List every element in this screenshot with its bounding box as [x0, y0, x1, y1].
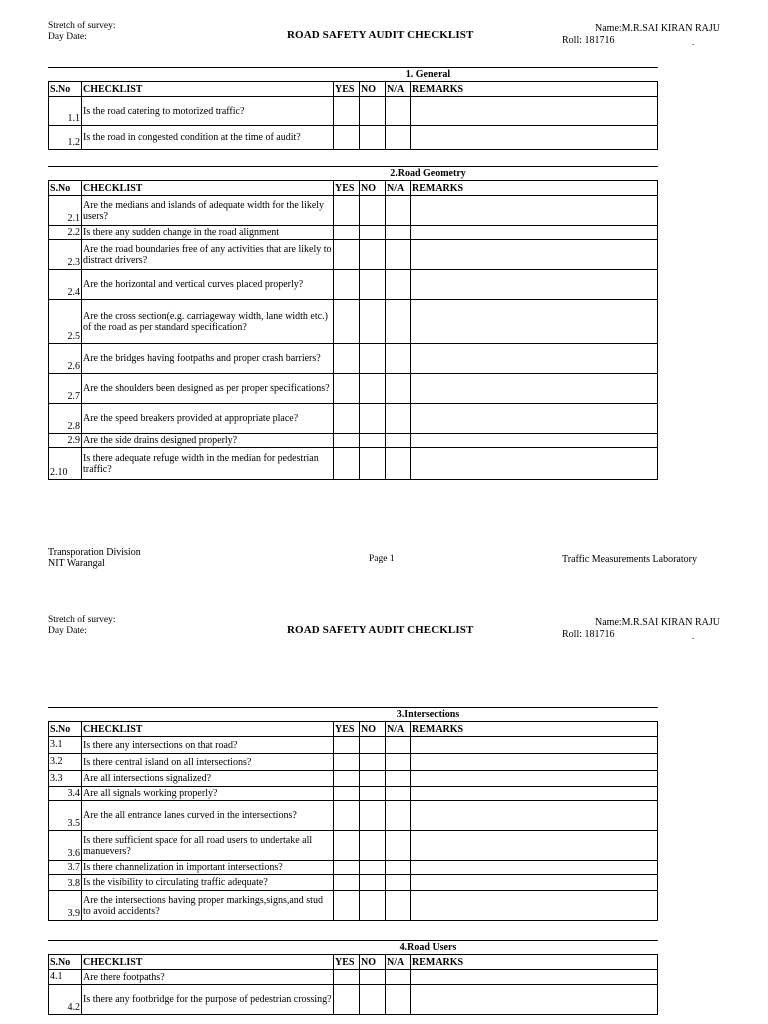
table-row	[49, 97, 658, 126]
header-dot: .	[692, 37, 695, 47]
yes-cell[interactable]	[334, 861, 360, 875]
row-sno: 3.4	[49, 787, 82, 801]
col-remarks: REMARKS	[411, 181, 658, 196]
na-cell[interactable]	[386, 831, 411, 861]
stretch-of-survey-label: Stretch of survey:	[48, 615, 116, 625]
no-cell[interactable]	[360, 270, 386, 300]
checklist-table	[48, 954, 658, 1015]
row-question: Is there any sudden change in the road alignment	[82, 226, 334, 240]
no-cell[interactable]	[360, 771, 386, 787]
row-sno: 2.8	[49, 404, 82, 434]
table-row	[49, 240, 658, 270]
row-sno: 2.1	[49, 196, 82, 226]
table-row	[49, 801, 658, 831]
no-cell[interactable]	[360, 754, 386, 771]
row-sno: 3.9	[49, 891, 82, 921]
row-sno: 3.6	[49, 831, 82, 861]
table-row	[49, 754, 658, 771]
table-row	[49, 861, 658, 875]
remarks-cell[interactable]	[411, 240, 658, 270]
row-question: Is there central island on all intersections?	[82, 754, 334, 771]
no-cell[interactable]	[360, 861, 386, 875]
na-cell[interactable]	[386, 126, 411, 150]
remarks-cell[interactable]	[411, 448, 658, 480]
row-sno: 3.2	[49, 754, 82, 771]
stretch-of-survey-label: Stretch of survey:	[48, 21, 116, 31]
remarks-cell[interactable]	[411, 404, 658, 434]
col-checklist: CHECKLIST	[82, 82, 334, 97]
row-question: Are the cross section(e.g. carriageway width, lane width etc.) of the road as per standard specification?	[82, 300, 334, 344]
table-header-row	[49, 955, 658, 970]
table-row	[49, 787, 658, 801]
roll-line: Roll: 181716	[562, 629, 615, 640]
col-sno: S.No	[49, 181, 82, 196]
row-question: Are all signals working properly?	[82, 787, 334, 801]
table-row	[49, 196, 658, 226]
yes-cell[interactable]	[334, 434, 360, 448]
yes-cell[interactable]	[334, 196, 360, 226]
no-cell[interactable]	[360, 801, 386, 831]
remarks-cell[interactable]	[411, 196, 658, 226]
na-cell[interactable]	[386, 985, 411, 1015]
section-intersections	[48, 707, 658, 921]
col-sno: S.No	[49, 722, 82, 737]
col-yes: YES	[334, 181, 360, 196]
table-row	[49, 126, 658, 150]
remarks-cell[interactable]	[411, 737, 658, 754]
page1-title: ROAD SAFETY AUDIT CHECKLIST	[287, 29, 474, 41]
table-header-row	[49, 82, 658, 97]
section-title: 1. General	[405, 69, 451, 80]
na-cell[interactable]	[386, 196, 411, 226]
row-question: Are the road boundaries free of any activities that are likely to distract drivers?	[82, 240, 334, 270]
remarks-cell[interactable]	[411, 831, 658, 861]
yes-cell[interactable]	[334, 787, 360, 801]
col-yes: YES	[334, 955, 360, 970]
na-cell[interactable]	[386, 240, 411, 270]
yes-cell[interactable]	[334, 240, 360, 270]
row-sno: 1.2	[49, 126, 82, 150]
na-cell[interactable]	[386, 970, 411, 985]
col-no: NO	[360, 82, 386, 97]
page1-header-left	[48, 21, 116, 43]
row-question: Are all intersections signalized?	[82, 771, 334, 787]
table-row	[49, 226, 658, 240]
no-cell[interactable]	[360, 226, 386, 240]
table-row	[49, 344, 658, 374]
no-cell[interactable]	[360, 126, 386, 150]
na-cell[interactable]	[386, 787, 411, 801]
yes-cell[interactable]	[334, 97, 360, 126]
row-question: Are the intersections having proper markings,signs,and stud to avoid accidents?	[82, 891, 334, 921]
section-general	[48, 67, 658, 150]
table-row	[49, 434, 658, 448]
row-sno: 2.6	[49, 344, 82, 374]
row-sno: 2.3	[49, 240, 82, 270]
remarks-cell[interactable]	[411, 985, 658, 1015]
row-question: Is the road catering to motorized traffic?	[82, 97, 334, 126]
col-na: N/A	[386, 955, 411, 970]
section-title: 3.Intersections	[396, 709, 460, 720]
day-date-label: Day Date:	[48, 626, 87, 636]
table-row	[49, 891, 658, 921]
row-sno: 4.1	[49, 970, 82, 985]
na-cell[interactable]	[386, 226, 411, 240]
col-yes: YES	[334, 82, 360, 97]
day-date-label: Day Date:	[48, 32, 87, 42]
remarks-cell[interactable]	[411, 754, 658, 771]
remarks-cell[interactable]	[411, 771, 658, 787]
na-cell[interactable]	[386, 270, 411, 300]
yes-cell[interactable]	[334, 737, 360, 754]
section-road-geometry	[48, 166, 658, 480]
row-question: Is there channelization in important intersections?	[82, 861, 334, 875]
row-sno: 2.7	[49, 374, 82, 404]
col-no: NO	[360, 181, 386, 196]
table-row	[49, 970, 658, 985]
yes-cell[interactable]	[334, 754, 360, 771]
remarks-cell[interactable]	[411, 875, 658, 891]
yes-cell[interactable]	[334, 404, 360, 434]
name-line: Name:M.R.SAI KIRAN RAJU	[595, 617, 720, 628]
col-checklist: CHECKLIST	[82, 181, 334, 196]
yes-cell[interactable]	[334, 970, 360, 985]
table-row	[49, 771, 658, 787]
no-cell[interactable]	[360, 737, 386, 754]
remarks-cell[interactable]	[411, 126, 658, 150]
no-cell[interactable]	[360, 985, 386, 1015]
row-sno: 3.3	[49, 771, 82, 787]
yes-cell[interactable]	[334, 126, 360, 150]
checklist-table	[48, 180, 658, 480]
yes-cell[interactable]	[334, 875, 360, 891]
col-checklist: CHECKLIST	[82, 955, 334, 970]
no-cell[interactable]	[360, 448, 386, 480]
no-cell[interactable]	[360, 434, 386, 448]
remarks-cell[interactable]	[411, 226, 658, 240]
row-question: Are the shoulders been designed as per proper specifications?	[82, 374, 334, 404]
na-cell[interactable]	[386, 404, 411, 434]
row-sno: 3.1	[49, 737, 82, 754]
row-question: Are the medians and islands of adequate width for the likely users?	[82, 196, 334, 226]
page2-header-right	[562, 617, 722, 641]
na-cell[interactable]	[386, 875, 411, 891]
roll-line: Roll: 181716	[562, 35, 615, 46]
row-question: Is the road in congested condition at the time of audit?	[82, 126, 334, 150]
na-cell[interactable]	[386, 97, 411, 126]
no-cell[interactable]	[360, 831, 386, 861]
col-checklist: CHECKLIST	[82, 722, 334, 737]
row-sno: 2.9	[49, 434, 82, 448]
row-question: Are the horizontal and vertical curves placed properly?	[82, 270, 334, 300]
remarks-cell[interactable]	[411, 861, 658, 875]
yes-cell[interactable]	[334, 374, 360, 404]
yes-cell[interactable]	[334, 300, 360, 344]
no-cell[interactable]	[360, 300, 386, 344]
col-na: N/A	[386, 722, 411, 737]
col-na: N/A	[386, 181, 411, 196]
checklist-table	[48, 721, 658, 921]
table-row	[49, 985, 658, 1015]
checklist-table	[48, 81, 658, 150]
table-row	[49, 737, 658, 754]
col-sno: S.No	[49, 82, 82, 97]
na-cell[interactable]	[386, 861, 411, 875]
yes-cell[interactable]	[334, 448, 360, 480]
remarks-cell[interactable]	[411, 434, 658, 448]
table-row	[49, 270, 658, 300]
row-sno: 2.10	[49, 448, 82, 480]
table-row	[49, 448, 658, 480]
na-cell[interactable]	[386, 891, 411, 921]
remarks-cell[interactable]	[411, 344, 658, 374]
page1-header-right	[562, 23, 722, 47]
na-cell[interactable]	[386, 801, 411, 831]
footer-page-number: Page 1	[369, 554, 395, 564]
row-question: Is there any intersections on that road?	[82, 737, 334, 754]
row-sno: 2.2	[49, 226, 82, 240]
yes-cell[interactable]	[334, 801, 360, 831]
col-remarks: REMARKS	[411, 82, 658, 97]
na-cell[interactable]	[386, 374, 411, 404]
section-title: 4.Road Users	[399, 942, 457, 953]
yes-cell[interactable]	[334, 891, 360, 921]
no-cell[interactable]	[360, 787, 386, 801]
row-sno: 2.4	[49, 270, 82, 300]
row-question: Are the speed breakers provided at appropriate place?	[82, 404, 334, 434]
yes-cell[interactable]	[334, 771, 360, 787]
table-header-row	[49, 722, 658, 737]
row-sno: 3.8	[49, 875, 82, 891]
na-cell[interactable]	[386, 771, 411, 787]
na-cell[interactable]	[386, 448, 411, 480]
na-cell[interactable]	[386, 300, 411, 344]
row-question: Is there sufficient space for all road users to undertake all manuevers?	[82, 831, 334, 861]
section-title: 2.Road Geometry	[390, 168, 466, 179]
no-cell[interactable]	[360, 97, 386, 126]
no-cell[interactable]	[360, 875, 386, 891]
yes-cell[interactable]	[334, 344, 360, 374]
col-remarks: REMARKS	[411, 955, 658, 970]
footer-institute: NIT Warangal	[48, 558, 105, 569]
na-cell[interactable]	[386, 737, 411, 754]
no-cell[interactable]	[360, 196, 386, 226]
no-cell[interactable]	[360, 344, 386, 374]
table-row	[49, 374, 658, 404]
row-sno: 4.2	[49, 985, 82, 1015]
header-dot: .	[692, 631, 695, 641]
row-question: Are the all entrance lanes curved in the intersections?	[82, 801, 334, 831]
table-row	[49, 875, 658, 891]
col-remarks: REMARKS	[411, 722, 658, 737]
yes-cell[interactable]	[334, 226, 360, 240]
table-row	[49, 300, 658, 344]
yes-cell[interactable]	[334, 270, 360, 300]
footer-left	[48, 547, 141, 569]
table-row	[49, 404, 658, 434]
table-header-row	[49, 181, 658, 196]
col-no: NO	[360, 955, 386, 970]
col-no: NO	[360, 722, 386, 737]
no-cell[interactable]	[360, 404, 386, 434]
row-sno: 3.5	[49, 801, 82, 831]
page2-title: ROAD SAFETY AUDIT CHECKLIST	[287, 624, 474, 636]
remarks-cell[interactable]	[411, 891, 658, 921]
row-question: Is there any footbridge for the purpose of pedestrian crossing?	[82, 985, 334, 1015]
row-sno: 1.1	[49, 97, 82, 126]
na-cell[interactable]	[386, 344, 411, 374]
no-cell[interactable]	[360, 970, 386, 985]
row-question: Is there adequate refuge width in the median for pedestrian traffic?	[82, 448, 334, 480]
no-cell[interactable]	[360, 891, 386, 921]
na-cell[interactable]	[386, 434, 411, 448]
remarks-cell[interactable]	[411, 270, 658, 300]
remarks-cell[interactable]	[411, 787, 658, 801]
row-question: Are there footpaths?	[82, 970, 334, 985]
remarks-cell[interactable]	[411, 97, 658, 126]
no-cell[interactable]	[360, 374, 386, 404]
table-row	[49, 831, 658, 861]
remarks-cell[interactable]	[411, 374, 658, 404]
no-cell[interactable]	[360, 240, 386, 270]
remarks-cell[interactable]	[411, 300, 658, 344]
row-question: Are the bridges having footpaths and proper crash barriers?	[82, 344, 334, 374]
remarks-cell[interactable]	[411, 801, 658, 831]
row-sno: 2.5	[49, 300, 82, 344]
row-question: Are the side drains designed properly?	[82, 434, 334, 448]
remarks-cell[interactable]	[411, 970, 658, 985]
footer-lab: Traffic Measurements Laboratory	[562, 554, 697, 565]
footer-division: Transporation Division	[48, 547, 141, 558]
col-sno: S.No	[49, 955, 82, 970]
na-cell[interactable]	[386, 754, 411, 771]
name-line: Name:M.R.SAI KIRAN RAJU	[595, 23, 720, 34]
yes-cell[interactable]	[334, 831, 360, 861]
row-question: Is the visibility to circulating traffic adequate?	[82, 875, 334, 891]
col-yes: YES	[334, 722, 360, 737]
section-road-users	[48, 940, 658, 1015]
col-na: N/A	[386, 82, 411, 97]
page2-header-left	[48, 615, 116, 637]
yes-cell[interactable]	[334, 985, 360, 1015]
row-sno: 3.7	[49, 861, 82, 875]
